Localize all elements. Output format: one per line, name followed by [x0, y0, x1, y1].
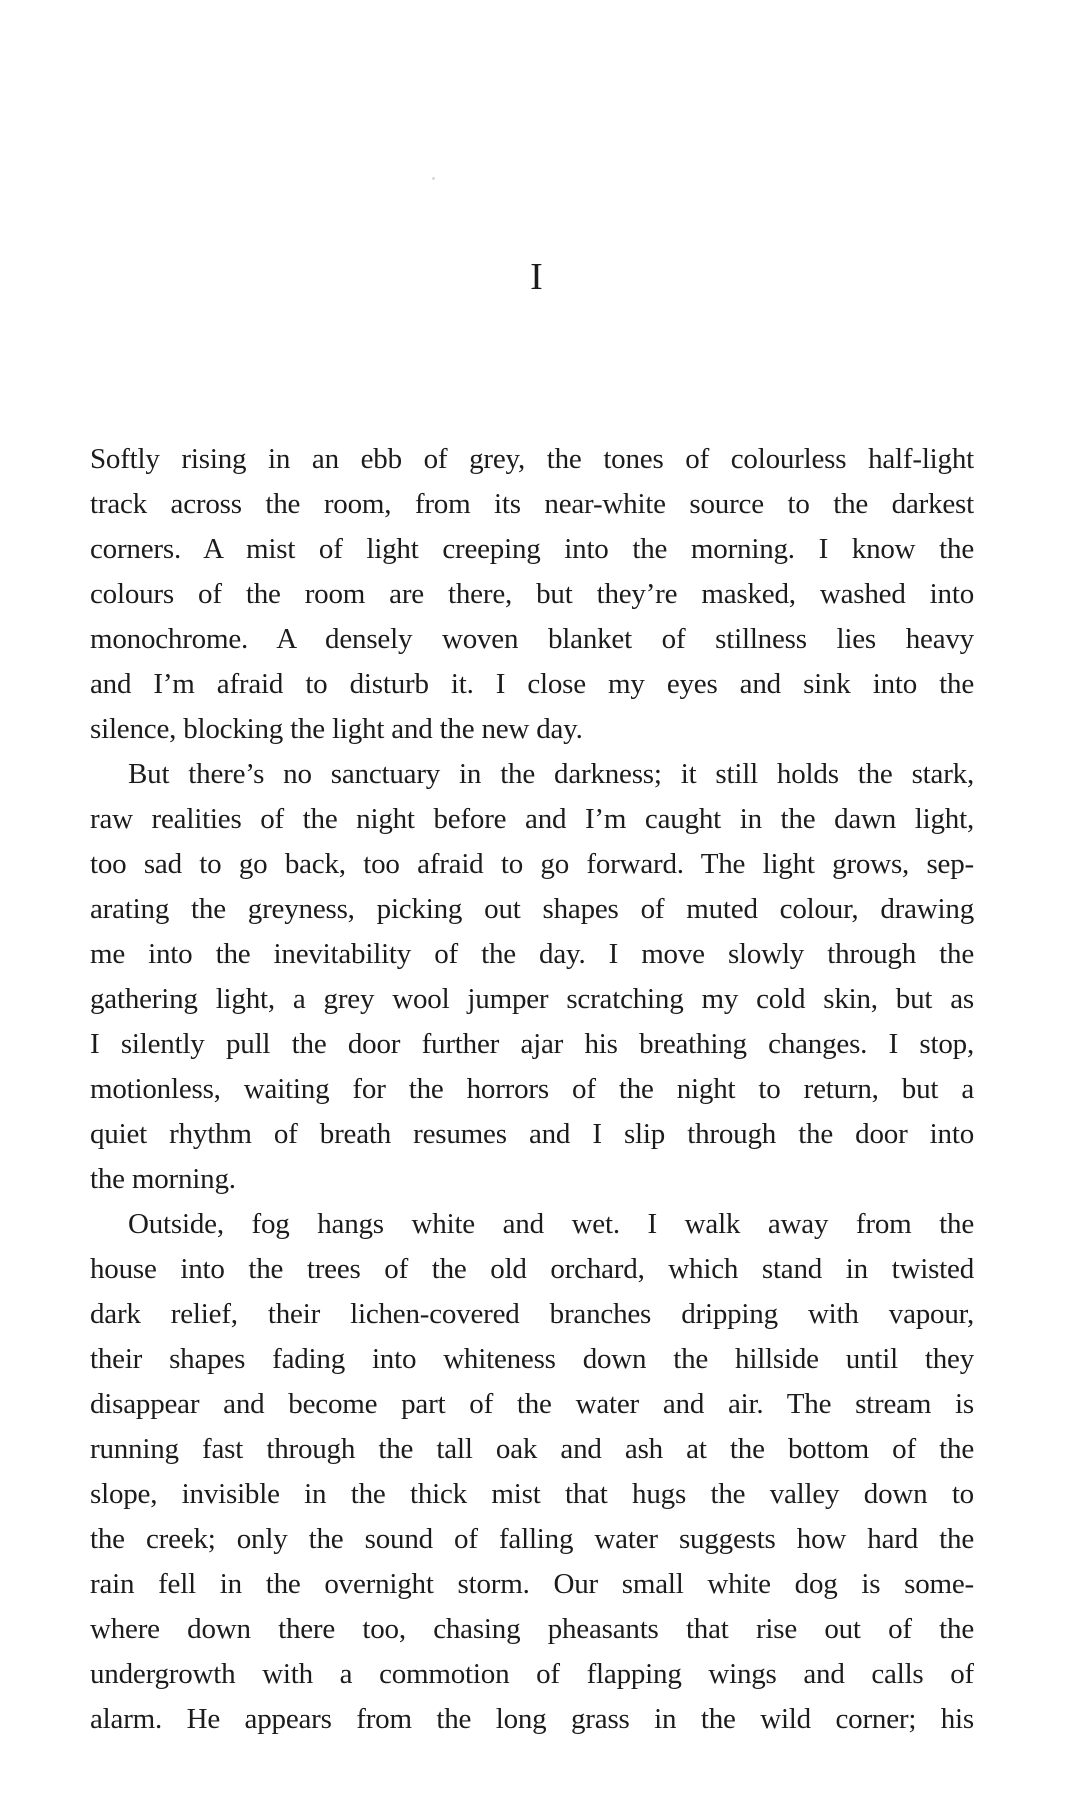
text-line: rain fell in the overnight storm. Our small white dog is some- [90, 1568, 974, 1600]
text-line: arating the greyness, picking out shapes of muted colour, drawing [90, 893, 974, 925]
text-line: Softly rising in an ebb of grey, the tones of colourless half-light [90, 443, 974, 475]
text-line: motionless, waiting for the horrors of the night to return, but a [90, 1073, 974, 1105]
text-line: their shapes fading into whiteness down the hillside until they [90, 1343, 974, 1375]
text-line: the creek; only the sound of falling water suggests how hard the [90, 1523, 974, 1555]
text-line: too sad to go back, too afraid to go forward. The light grows, sep- [90, 848, 974, 880]
text-line: disappear and become part of the water and air. The stream is [90, 1388, 974, 1420]
text-line: I silently pull the door further ajar his breathing changes. I stop, [90, 1028, 974, 1060]
text-line: track across the room, from its near-white source to the darkest [90, 488, 974, 520]
text-line: where down there too, chasing pheasants that rise out of the [90, 1613, 974, 1645]
text-line: But there’s no sanctuary in the darkness; it still holds the stark, [128, 758, 974, 790]
paragraph [90, 437, 974, 752]
text-line: slope, invisible in the thick mist that hugs the valley down to [90, 1478, 974, 1510]
text-line: quiet rhythm of breath resumes and I slip through the door into [90, 1118, 974, 1150]
text-line: monochrome. A densely woven blanket of stillness lies heavy [90, 623, 974, 655]
text-line: me into the inevitability of the day. I move slowly through the [90, 938, 974, 970]
text-line: the morning. [90, 1163, 236, 1195]
text-line: house into the trees of the old orchard, which stand in twisted [90, 1253, 974, 1285]
text-line: dark relief, their lichen-covered branches dripping with vapour, [90, 1298, 974, 1330]
text-line: gathering light, a grey wool jumper scratching my cold skin, but as [90, 983, 974, 1015]
text-line: alarm. He appears from the long grass in the wild corner; his [90, 1703, 974, 1735]
text-line: raw realities of the night before and I’m caught in the dawn light, [90, 803, 974, 835]
text-line: and I’m afraid to disturb it. I close my eyes and sink into the [90, 668, 974, 700]
text-line: corners. A mist of light creeping into the morning. I know the [90, 533, 974, 565]
chapter-number: I [530, 256, 544, 298]
text-line: silence, blocking the light and the new day. [90, 713, 583, 745]
text-line: colours of the room are there, but they’re masked, washed into [90, 578, 974, 610]
text-line: Outside, fog hangs white and wet. I walk away from the [128, 1208, 974, 1240]
paragraph [90, 1202, 974, 1742]
text-line: running fast through the tall oak and ash at the bottom of the [90, 1433, 974, 1465]
scan-speck [432, 177, 435, 180]
page-text [90, 437, 974, 1742]
text-line: undergrowth with a commotion of flapping wings and calls of [90, 1658, 974, 1690]
paragraph [90, 752, 974, 1202]
